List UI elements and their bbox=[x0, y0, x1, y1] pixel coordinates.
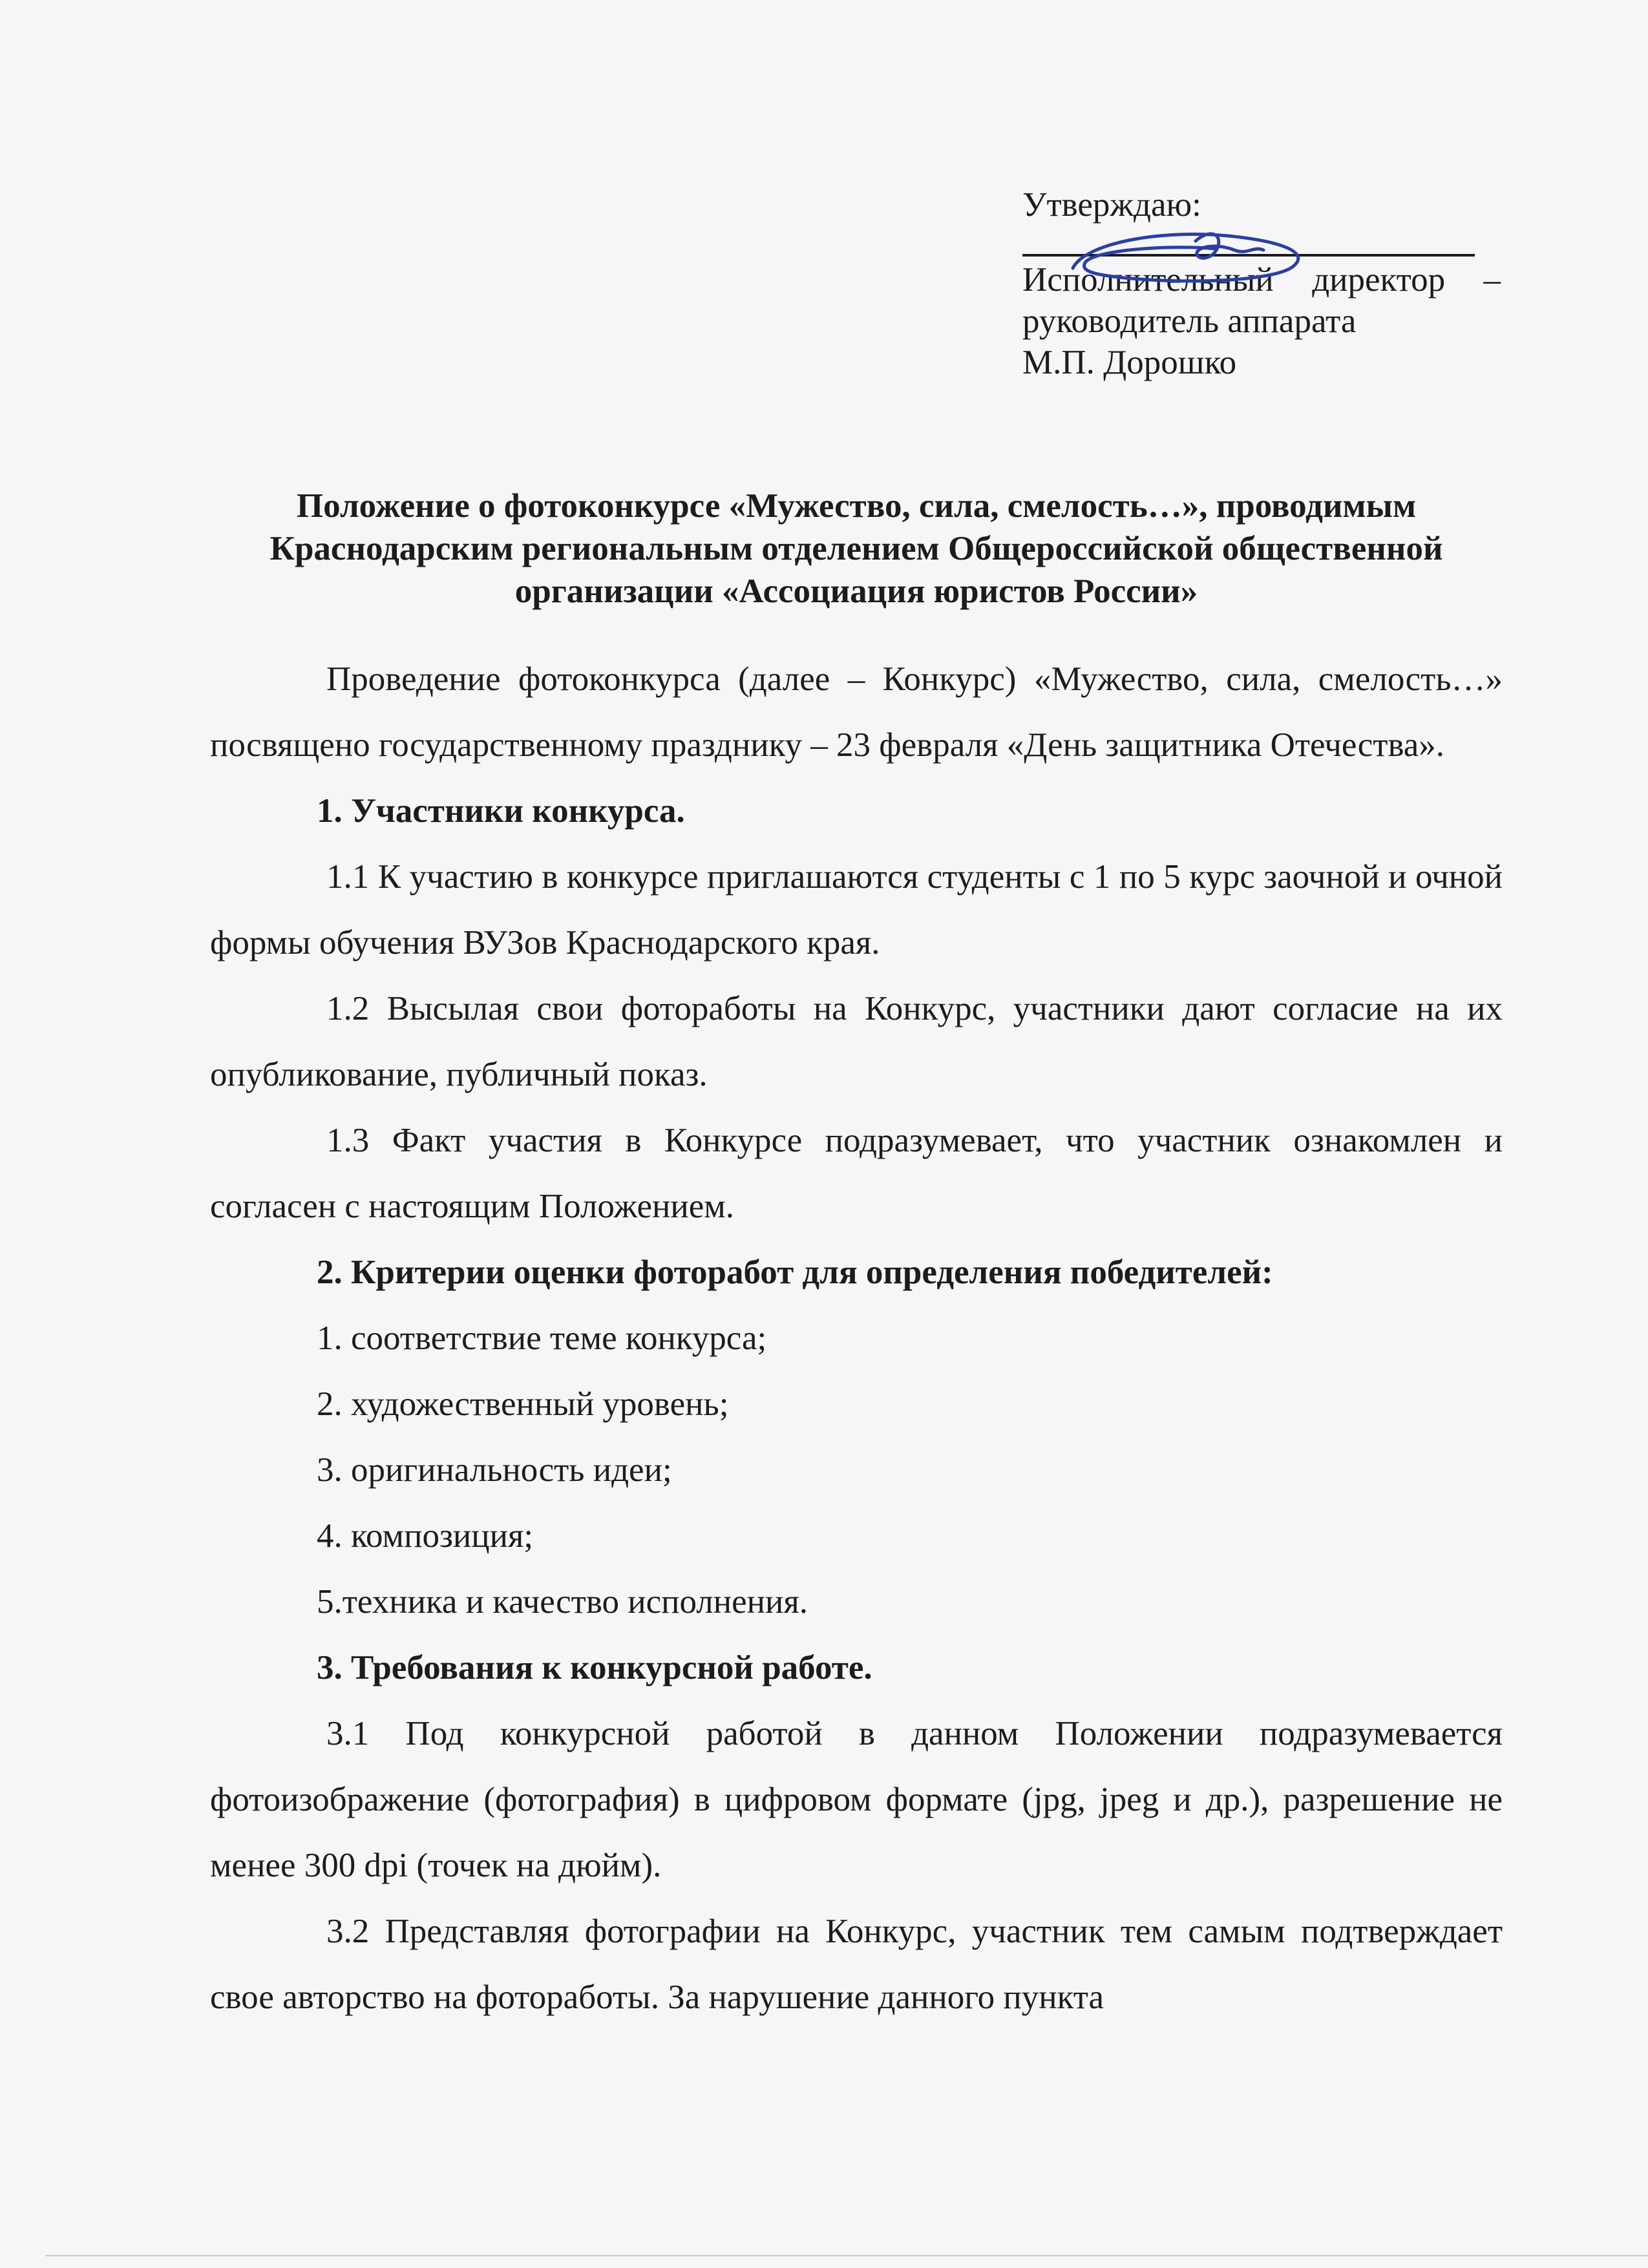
criteria-item: 2. художественный уровень; bbox=[317, 1385, 729, 1423]
section-3-paragraph-2: 3.2 Представляя фотографии на Конкурс, участник тем самым подтверждает свое авторство на фотоработы. За нарушение данного пункта bbox=[210, 1913, 1503, 2016]
criteria-item: 5.техника и качество исполнения. bbox=[317, 1583, 808, 1621]
approval-label: Утверждаю: bbox=[1022, 186, 1201, 224]
intro-paragraph: Проведение фотоконкурса (далее – Конкурс) «Мужество, сила, смелость…» посвящено государственному празднику – 23 февраля «День защитника Отечества». bbox=[210, 660, 1503, 764]
section-1-paragraph-2: 1.2 Высылая свои фотоработы на Конкурс, участники дают согласие на их опубликование, публичный показ. bbox=[210, 990, 1503, 1093]
section-3-paragraph-1: 3.1 Под конкурсной работой в данном Положении подразумевается фотоизображение (фотография) в цифровом формате (jpg, jpeg и др.), разрешение не менее 300 dpi (точек на дюйм). bbox=[210, 1715, 1503, 1884]
handwritten-signature bbox=[1060, 216, 1331, 294]
scan-edge-line bbox=[45, 2255, 1648, 2256]
criteria-item: 1. соответствие теме конкурса; bbox=[317, 1319, 767, 1357]
section-3-heading: 3. Требования к конкурсной работе. bbox=[317, 1649, 872, 1686]
section-1-heading: 1. Участники конкурса. bbox=[317, 792, 685, 830]
section-1-paragraph-3: 1.3 Факт участия в Конкурсе подразумевает, что участник ознакомлен и согласен с настоящим Положением. bbox=[210, 1122, 1503, 1225]
document-title: Положение о фотоконкурсе «Мужество, сила, смелость…», проводимым Краснодарским региональным отделением Общероссийской общественной организации «Ассоциация юристов России» bbox=[269, 487, 1443, 610]
section-2-heading: 2. Критерии оценки фоторабот для определения победителей: bbox=[317, 1254, 1273, 1291]
criteria-item: 3. оригинальность идеи; bbox=[317, 1451, 672, 1489]
approval-position: Исполнительный директор – руководитель аппарата bbox=[1022, 261, 1501, 340]
approval-name: М.П. Дорошко bbox=[1022, 344, 1237, 381]
document-body bbox=[210, 646, 1503, 2030]
criteria-item: 4. композиция; bbox=[317, 1517, 534, 1555]
section-1-paragraph-1: 1.1 К участию в конкурсе приглашаются студенты с 1 по 5 курс заочной и очной формы обучения ВУЗов Краснодарского края. bbox=[210, 858, 1503, 961]
